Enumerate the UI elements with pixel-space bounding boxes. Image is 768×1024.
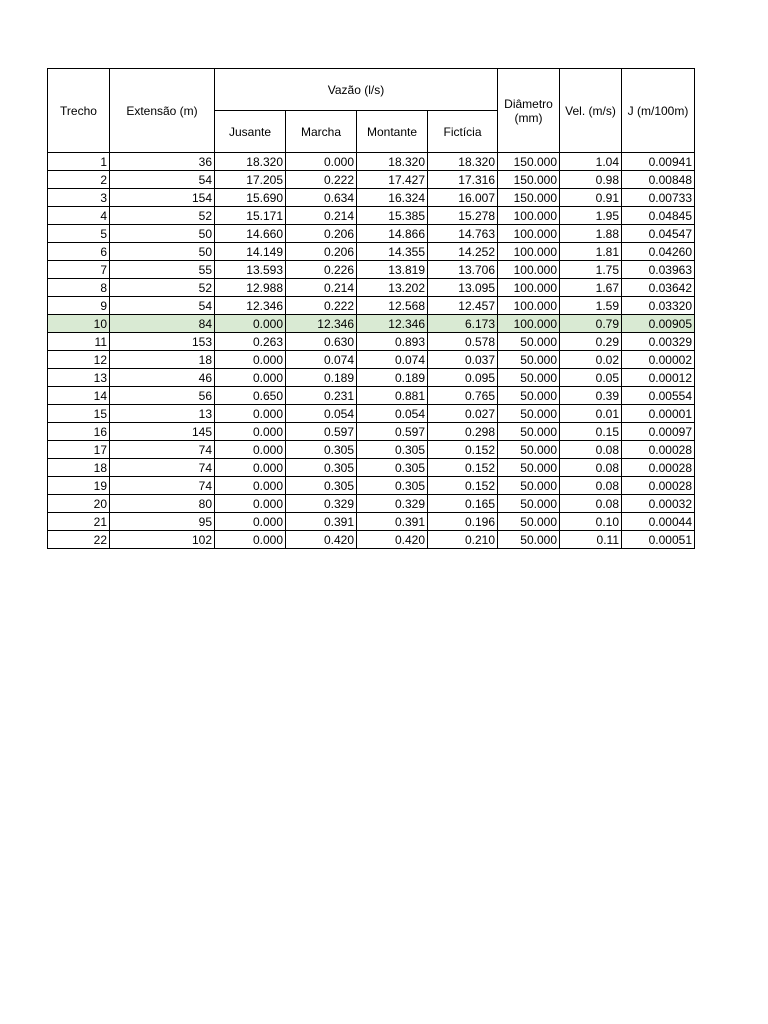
cell-jusante: 13.593 <box>215 261 286 279</box>
table-row <box>48 279 695 297</box>
cell-marcha: 0.222 <box>286 297 357 315</box>
cell-marcha: 12.346 <box>286 315 357 333</box>
cell-perda-carga: 0.00028 <box>622 477 695 495</box>
cell-montante: 16.324 <box>357 189 428 207</box>
cell-diametro: 150.000 <box>498 171 560 189</box>
cell-ficticia: 0.037 <box>428 351 498 369</box>
table-row <box>48 243 695 261</box>
cell-ficticia: 0.765 <box>428 387 498 405</box>
cell-perda-carga: 0.00028 <box>622 441 695 459</box>
cell-velocidade: 1.88 <box>560 225 622 243</box>
cell-trecho: 13 <box>48 369 110 387</box>
cell-ficticia: 0.210 <box>428 531 498 549</box>
table-row <box>48 261 695 279</box>
cell-extensao: 52 <box>110 279 215 297</box>
cell-montante: 0.597 <box>357 423 428 441</box>
cell-marcha: 0.206 <box>286 243 357 261</box>
cell-jusante: 12.346 <box>215 297 286 315</box>
table-row <box>48 171 695 189</box>
cell-perda-carga: 0.00554 <box>622 387 695 405</box>
cell-perda-carga: 0.00329 <box>622 333 695 351</box>
header-ficticia: Fictícia <box>428 111 498 153</box>
cell-montante: 14.866 <box>357 225 428 243</box>
table-row-highlighted <box>48 315 695 333</box>
cell-jusante: 0.000 <box>215 315 286 333</box>
cell-jusante: 0.000 <box>215 351 286 369</box>
cell-perda-carga: 0.04845 <box>622 207 695 225</box>
cell-marcha: 0.214 <box>286 207 357 225</box>
cell-jusante: 0.650 <box>215 387 286 405</box>
cell-velocidade: 1.75 <box>560 261 622 279</box>
cell-extensao: 56 <box>110 387 215 405</box>
cell-extensao: 95 <box>110 513 215 531</box>
cell-extensao: 74 <box>110 441 215 459</box>
cell-diametro: 50.000 <box>498 477 560 495</box>
cell-marcha: 0.420 <box>286 531 357 549</box>
cell-perda-carga: 0.00044 <box>622 513 695 531</box>
cell-montante: 13.202 <box>357 279 428 297</box>
cell-perda-carga: 0.04260 <box>622 243 695 261</box>
cell-marcha: 0.189 <box>286 369 357 387</box>
cell-marcha: 0.391 <box>286 513 357 531</box>
cell-velocidade: 1.59 <box>560 297 622 315</box>
cell-jusante: 0.000 <box>215 441 286 459</box>
cell-ficticia: 14.763 <box>428 225 498 243</box>
cell-trecho: 1 <box>48 153 110 171</box>
cell-montante: 0.391 <box>357 513 428 531</box>
cell-perda-carga: 0.03642 <box>622 279 695 297</box>
cell-montante: 0.189 <box>357 369 428 387</box>
cell-ficticia: 18.320 <box>428 153 498 171</box>
cell-ficticia: 17.316 <box>428 171 498 189</box>
cell-trecho: 14 <box>48 387 110 405</box>
cell-trecho: 11 <box>48 333 110 351</box>
cell-perda-carga: 0.00733 <box>622 189 695 207</box>
table-row <box>48 477 695 495</box>
cell-marcha: 0.634 <box>286 189 357 207</box>
cell-marcha: 0.226 <box>286 261 357 279</box>
cell-ficticia: 0.027 <box>428 405 498 423</box>
cell-ficticia: 0.578 <box>428 333 498 351</box>
cell-montante: 12.346 <box>357 315 428 333</box>
table-header <box>48 69 695 153</box>
cell-marcha: 0.000 <box>286 153 357 171</box>
cell-extensao: 154 <box>110 189 215 207</box>
cell-trecho: 17 <box>48 441 110 459</box>
cell-trecho: 16 <box>48 423 110 441</box>
cell-jusante: 14.660 <box>215 225 286 243</box>
cell-ficticia: 0.196 <box>428 513 498 531</box>
cell-velocidade: 0.02 <box>560 351 622 369</box>
cell-ficticia: 0.095 <box>428 369 498 387</box>
cell-ficticia: 0.165 <box>428 495 498 513</box>
cell-jusante: 15.690 <box>215 189 286 207</box>
cell-trecho: 10 <box>48 315 110 333</box>
cell-diametro: 50.000 <box>498 387 560 405</box>
cell-extensao: 102 <box>110 531 215 549</box>
cell-trecho: 20 <box>48 495 110 513</box>
cell-montante: 18.320 <box>357 153 428 171</box>
cell-jusante: 0.000 <box>215 495 286 513</box>
cell-diametro: 50.000 <box>498 459 560 477</box>
cell-trecho: 3 <box>48 189 110 207</box>
cell-ficticia: 0.152 <box>428 459 498 477</box>
cell-velocidade: 1.81 <box>560 243 622 261</box>
cell-diametro: 50.000 <box>498 423 560 441</box>
cell-perda-carga: 0.00028 <box>622 459 695 477</box>
cell-perda-carga: 0.03320 <box>622 297 695 315</box>
cell-jusante: 0.000 <box>215 405 286 423</box>
cell-velocidade: 0.08 <box>560 477 622 495</box>
cell-ficticia: 6.173 <box>428 315 498 333</box>
header-velocidade: Vel. (m/s) <box>560 69 622 153</box>
cell-montante: 17.427 <box>357 171 428 189</box>
cell-montante: 0.329 <box>357 495 428 513</box>
table-body <box>48 153 695 549</box>
cell-extensao: 18 <box>110 351 215 369</box>
cell-diametro: 50.000 <box>498 441 560 459</box>
cell-trecho: 22 <box>48 531 110 549</box>
table-row <box>48 531 695 549</box>
cell-perda-carga: 0.00905 <box>622 315 695 333</box>
cell-perda-carga: 0.00097 <box>622 423 695 441</box>
cell-velocidade: 0.11 <box>560 531 622 549</box>
cell-extensao: 54 <box>110 171 215 189</box>
cell-montante: 0.305 <box>357 477 428 495</box>
cell-ficticia: 15.278 <box>428 207 498 225</box>
cell-diametro: 50.000 <box>498 495 560 513</box>
cell-marcha: 0.214 <box>286 279 357 297</box>
cell-montante: 0.420 <box>357 531 428 549</box>
cell-velocidade: 0.01 <box>560 405 622 423</box>
cell-ficticia: 0.298 <box>428 423 498 441</box>
cell-extensao: 52 <box>110 207 215 225</box>
cell-ficticia: 14.252 <box>428 243 498 261</box>
cell-marcha: 0.630 <box>286 333 357 351</box>
header-diametro: Diâmetro (mm) <box>498 69 560 153</box>
cell-diametro: 50.000 <box>498 333 560 351</box>
cell-jusante: 0.000 <box>215 423 286 441</box>
cell-trecho: 21 <box>48 513 110 531</box>
cell-diametro: 100.000 <box>498 243 560 261</box>
cell-velocidade: 0.05 <box>560 369 622 387</box>
cell-diametro: 100.000 <box>498 315 560 333</box>
header-trecho: Trecho <box>48 69 110 153</box>
cell-extensao: 36 <box>110 153 215 171</box>
table-row <box>48 495 695 513</box>
cell-trecho: 12 <box>48 351 110 369</box>
cell-trecho: 18 <box>48 459 110 477</box>
table-row <box>48 459 695 477</box>
table-row <box>48 387 695 405</box>
cell-trecho: 2 <box>48 171 110 189</box>
cell-extensao: 54 <box>110 297 215 315</box>
cell-marcha: 0.305 <box>286 441 357 459</box>
cell-montante: 0.881 <box>357 387 428 405</box>
cell-extensao: 74 <box>110 459 215 477</box>
cell-marcha: 0.206 <box>286 225 357 243</box>
cell-velocidade: 0.91 <box>560 189 622 207</box>
cell-jusante: 0.000 <box>215 513 286 531</box>
table-row <box>48 207 695 225</box>
cell-trecho: 8 <box>48 279 110 297</box>
cell-diametro: 150.000 <box>498 153 560 171</box>
cell-trecho: 19 <box>48 477 110 495</box>
cell-trecho: 7 <box>48 261 110 279</box>
cell-marcha: 0.231 <box>286 387 357 405</box>
cell-jusante: 12.988 <box>215 279 286 297</box>
table-row <box>48 297 695 315</box>
cell-montante: 0.893 <box>357 333 428 351</box>
cell-ficticia: 13.095 <box>428 279 498 297</box>
header-perda-carga: J (m/100m) <box>622 69 695 153</box>
cell-montante: 12.568 <box>357 297 428 315</box>
cell-jusante: 0.000 <box>215 531 286 549</box>
cell-montante: 0.074 <box>357 351 428 369</box>
cell-velocidade: 0.79 <box>560 315 622 333</box>
cell-ficticia: 16.007 <box>428 189 498 207</box>
header-extensao: Extensão (m) <box>110 69 215 153</box>
cell-perda-carga: 0.00941 <box>622 153 695 171</box>
cell-velocidade: 0.08 <box>560 441 622 459</box>
cell-jusante: 0.263 <box>215 333 286 351</box>
cell-diametro: 50.000 <box>498 531 560 549</box>
cell-montante: 0.305 <box>357 441 428 459</box>
cell-extensao: 55 <box>110 261 215 279</box>
cell-marcha: 0.054 <box>286 405 357 423</box>
cell-diametro: 50.000 <box>498 369 560 387</box>
table-row <box>48 189 695 207</box>
cell-diametro: 100.000 <box>498 225 560 243</box>
cell-montante: 0.054 <box>357 405 428 423</box>
cell-marcha: 0.305 <box>286 477 357 495</box>
cell-ficticia: 0.152 <box>428 441 498 459</box>
cell-velocidade: 0.98 <box>560 171 622 189</box>
cell-velocidade: 0.08 <box>560 459 622 477</box>
cell-perda-carga: 0.00051 <box>622 531 695 549</box>
cell-perda-carga: 0.00001 <box>622 405 695 423</box>
cell-montante: 0.305 <box>357 459 428 477</box>
cell-extensao: 50 <box>110 225 215 243</box>
table-row <box>48 441 695 459</box>
cell-velocidade: 0.15 <box>560 423 622 441</box>
cell-extensao: 46 <box>110 369 215 387</box>
hydraulic-calculation-table <box>47 68 695 549</box>
table-row <box>48 351 695 369</box>
cell-perda-carga: 0.00012 <box>622 369 695 387</box>
cell-marcha: 0.597 <box>286 423 357 441</box>
cell-perda-carga: 0.00848 <box>622 171 695 189</box>
cell-montante: 15.385 <box>357 207 428 225</box>
cell-jusante: 18.320 <box>215 153 286 171</box>
cell-marcha: 0.222 <box>286 171 357 189</box>
cell-montante: 14.355 <box>357 243 428 261</box>
cell-trecho: 15 <box>48 405 110 423</box>
cell-ficticia: 13.706 <box>428 261 498 279</box>
cell-velocidade: 0.39 <box>560 387 622 405</box>
header-marcha: Marcha <box>286 111 357 153</box>
cell-trecho: 5 <box>48 225 110 243</box>
cell-jusante: 14.149 <box>215 243 286 261</box>
cell-extensao: 84 <box>110 315 215 333</box>
cell-marcha: 0.305 <box>286 459 357 477</box>
header-montante: Montante <box>357 111 428 153</box>
table-row <box>48 333 695 351</box>
table-row <box>48 405 695 423</box>
cell-extensao: 145 <box>110 423 215 441</box>
cell-jusante: 15.171 <box>215 207 286 225</box>
cell-ficticia: 0.152 <box>428 477 498 495</box>
cell-extensao: 50 <box>110 243 215 261</box>
cell-jusante: 0.000 <box>215 459 286 477</box>
cell-jusante: 17.205 <box>215 171 286 189</box>
cell-extensao: 13 <box>110 405 215 423</box>
cell-trecho: 9 <box>48 297 110 315</box>
cell-extensao: 80 <box>110 495 215 513</box>
table-row <box>48 153 695 171</box>
cell-marcha: 0.074 <box>286 351 357 369</box>
table-row <box>48 225 695 243</box>
table-row <box>48 423 695 441</box>
table-row <box>48 513 695 531</box>
cell-marcha: 0.329 <box>286 495 357 513</box>
cell-extensao: 74 <box>110 477 215 495</box>
cell-diametro: 50.000 <box>498 405 560 423</box>
cell-diametro: 150.000 <box>498 189 560 207</box>
cell-ficticia: 12.457 <box>428 297 498 315</box>
cell-montante: 13.819 <box>357 261 428 279</box>
cell-perda-carga: 0.00002 <box>622 351 695 369</box>
cell-perda-carga: 0.00032 <box>622 495 695 513</box>
cell-velocidade: 0.29 <box>560 333 622 351</box>
table-row <box>48 369 695 387</box>
header-jusante: Jusante <box>215 111 286 153</box>
cell-velocidade: 1.67 <box>560 279 622 297</box>
cell-jusante: 0.000 <box>215 477 286 495</box>
cell-diametro: 100.000 <box>498 261 560 279</box>
cell-velocidade: 1.04 <box>560 153 622 171</box>
cell-velocidade: 0.08 <box>560 495 622 513</box>
header-vazao-group: Vazão (l/s) <box>215 69 498 111</box>
cell-jusante: 0.000 <box>215 369 286 387</box>
cell-perda-carga: 0.04547 <box>622 225 695 243</box>
cell-velocidade: 0.10 <box>560 513 622 531</box>
cell-diametro: 100.000 <box>498 279 560 297</box>
cell-trecho: 4 <box>48 207 110 225</box>
cell-diametro: 50.000 <box>498 513 560 531</box>
cell-trecho: 6 <box>48 243 110 261</box>
cell-perda-carga: 0.03963 <box>622 261 695 279</box>
cell-extensao: 153 <box>110 333 215 351</box>
cell-diametro: 50.000 <box>498 351 560 369</box>
cell-diametro: 100.000 <box>498 297 560 315</box>
cell-diametro: 100.000 <box>498 207 560 225</box>
cell-velocidade: 1.95 <box>560 207 622 225</box>
